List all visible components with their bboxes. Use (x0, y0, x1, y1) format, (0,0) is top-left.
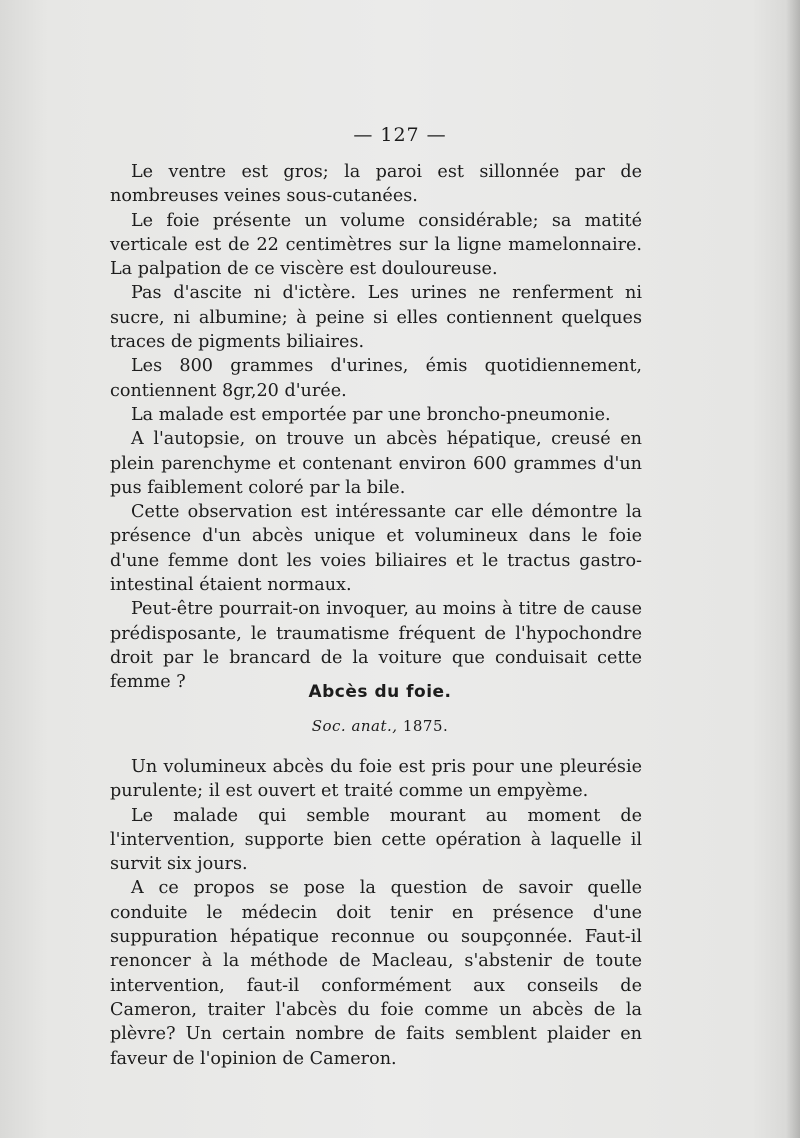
paragraph: Peut-être pourrait-on invoquer, au moins à titre de cause prédisposante, le traumatisme fréquent de l'hypochondre droit par le brancard de la voiture que conduisait cette femme ? (110, 599, 642, 693)
reference-journal: Soc. anat., (311, 717, 398, 735)
paragraph: Les 800 grammes d'urines, émis quotidiennement, contiennent 8gr,20 d'urée. (110, 356, 642, 401)
paragraph: Le malade qui semble mourant au moment de l'intervention, supporte bien cette opération à laquelle il survit six jours. (110, 805, 642, 875)
paragraph: Un volumineux abcès du foie est pris pour une pleurésie purulente; il est ouvert et traité comme un empyème. (110, 757, 642, 802)
observation-text (110, 160, 642, 695)
section-reference (0, 717, 760, 735)
paragraph: A ce propos se pose la question de savoir quelle conduite le médecin doit tenir en présence d'une suppuration hépatique reconnue ou soupçonnée. Faut-il renoncer à la méthode de Macleau, s'abstenir de toute intervention, faut-il conformément aux conseils de Cameron, traiter l'abcès du foie comme un abcès de la plèvre? Un certain nombre de faits semblent plaider en faveur de l'opinion de Cameron. (110, 878, 642, 1069)
page-number: — 127 — (353, 124, 447, 146)
reference-year: 1875. (402, 717, 449, 735)
paragraph: La malade est emportée par une broncho-pneumonie. (131, 404, 611, 425)
paragraph: A l'autopsie, on trouve un abcès hépatique, creusé en plein parenchyme et contenant environ 600 grammes d'un pus faiblement coloré par la bile. (110, 429, 642, 498)
abscess-text (110, 755, 642, 1071)
paragraph: Pas d'ascite ni d'ictère. Les urines ne renferment ni sucre, ni albumine; à peine si elles contiennent quelques traces de pigments biliaires. (110, 283, 642, 353)
paragraph: Le foie présente un volume considérable; sa matité verticale est de 22 centimètres sur la ligne mamelonnaire. La palpation de ce viscère est douloureuse. (110, 210, 642, 280)
paragraph: Le ventre est gros; la paroi est sillonnée par de nombreuses veines sous-cutanées. (110, 162, 642, 207)
scan-edge-shadow (786, 0, 800, 1138)
section-title: Abcès du foie. (308, 682, 452, 702)
paragraph: Cette observation est intéressante car elle démontre la présence d'un abcès unique et volumineux dans le foie d'une femme dont les voies biliaires et le tractus gastro-intestinal étaient normaux. (110, 502, 642, 596)
